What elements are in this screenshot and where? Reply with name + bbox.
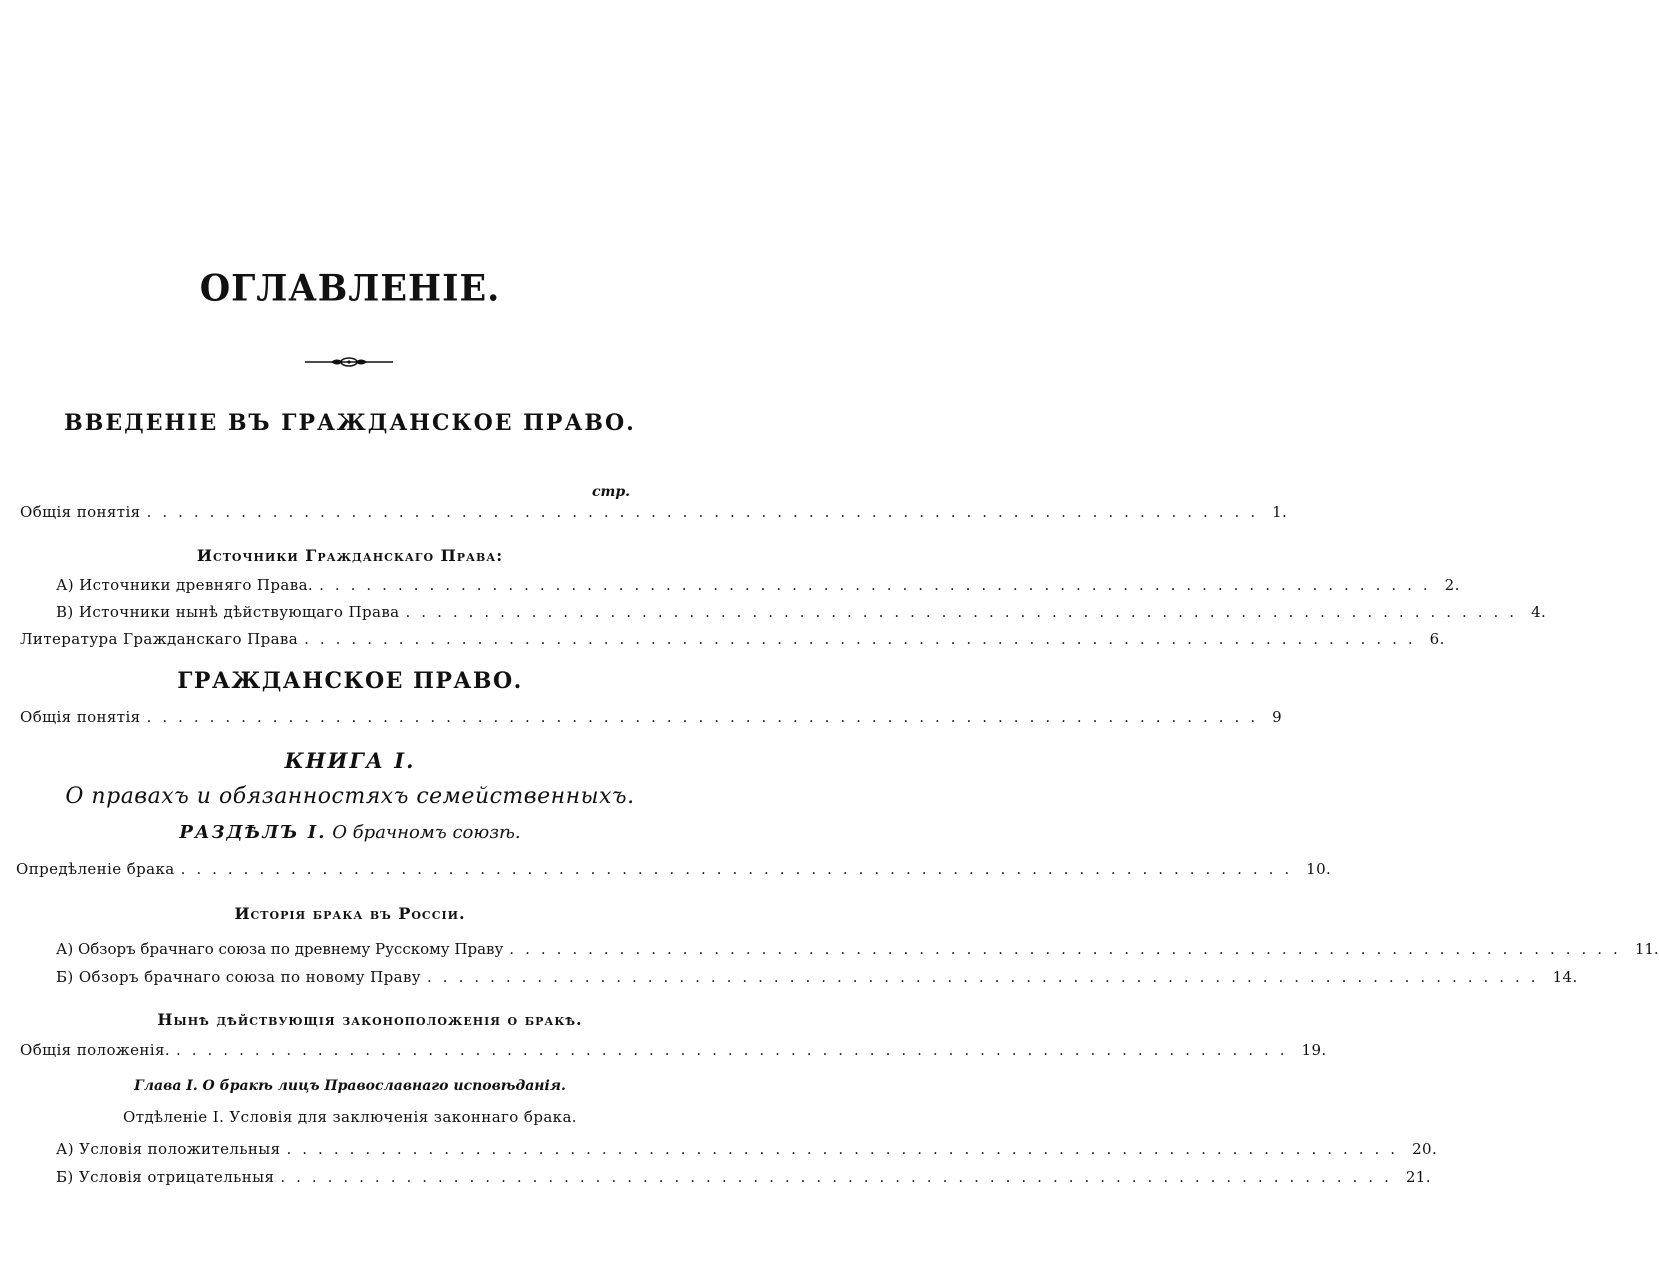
toc-entry[interactable] <box>20 630 1445 652</box>
toc-entry-title: В) Источники нынѣ дѣйствующаго Права <box>56 603 400 621</box>
toc-entry-page: 14. <box>1552 968 1578 986</box>
section-heading <box>0 822 700 843</box>
leader-dots: ....................................................................... <box>180 860 1301 878</box>
toc-entry-title: Б) Обзоръ брачнаго союза по новому Праву <box>56 968 422 986</box>
toc-entry-title: Общія понятія <box>20 503 141 521</box>
leader-dots: ....................................................................... <box>509 940 1629 958</box>
page-column-label: стр. <box>591 484 630 500</box>
toc-entry-title: А) Обзоръ брачнаго союза по древнему Русскому Праву <box>56 940 504 958</box>
toc-entry[interactable] <box>56 1140 1438 1162</box>
history-heading: Исторія брака въ Россіи. <box>234 904 466 923</box>
toc-entry[interactable] <box>56 1168 1431 1190</box>
toc-entry-title: Общія понятія <box>20 708 141 726</box>
toc-entry-page: 21. <box>1405 1168 1431 1186</box>
chapter-heading: Глава I. О бракѣ лицъ Православнаго исповѣданія. <box>134 1078 566 1094</box>
sources-heading: Источники Гражданскаго Права: <box>196 546 504 565</box>
leader-dots: ....................................................................... <box>427 968 1547 986</box>
toc-entry[interactable] <box>56 940 1659 962</box>
ornament-divider-icon <box>303 356 395 368</box>
toc-entry-page: 9 <box>1272 708 1283 726</box>
toc-entry-page: 2. <box>1444 576 1460 594</box>
leader-dots: ....................................................................... <box>319 576 1439 594</box>
toc-entry[interactable] <box>20 708 1283 730</box>
leader-dots: ....................................................................... <box>146 503 1267 521</box>
toc-entry[interactable] <box>56 576 1460 598</box>
toc-entry-page: 11. <box>1634 940 1659 958</box>
toc-entry-page: 1. <box>1272 503 1288 521</box>
toc-entry[interactable] <box>20 503 1288 525</box>
toc-entry-title: Опредѣленіе брака <box>16 860 175 878</box>
toc-entry-page: 10. <box>1306 860 1332 878</box>
civil-law-heading: ГРАЖДАНСКОЕ ПРАВО. <box>177 668 523 694</box>
book-title: КНИГА I. <box>284 748 416 773</box>
toc-entry-title: Литература Гражданскаго Права <box>20 630 299 648</box>
toc-entry-page: 4. <box>1531 603 1547 621</box>
toc-entry-title: Б) Условія отрицательныя <box>56 1168 275 1186</box>
leader-dots: ....................................................................... <box>280 1168 1400 1186</box>
toc-entry-title: А) Источники древняго Права. <box>56 576 314 594</box>
leader-dots: ....................................................................... <box>146 708 1267 726</box>
toc-entry-page: 20. <box>1412 1140 1438 1158</box>
toc-entry[interactable] <box>56 603 1547 625</box>
section-label: РАЗДѢЛЪ I. <box>179 822 327 843</box>
toc-entry[interactable] <box>16 860 1332 882</box>
current-law-heading: Нынѣ дѣйствующія законоположенія о бракѣ. <box>157 1010 583 1029</box>
toc-entry-page: 6. <box>1429 630 1445 648</box>
intro-heading: ВВЕДЕНІЕ ВЪ ГРАЖДАНСКОЕ ПРАВО. <box>64 410 636 436</box>
section-title: О брачномъ союзѣ. <box>332 822 521 843</box>
toc-entry[interactable] <box>20 1041 1327 1063</box>
toc-entry-title: А) Условія положительныя <box>56 1140 281 1158</box>
leader-dots: ....................................................................... <box>286 1140 1407 1158</box>
toc-entry[interactable] <box>56 968 1578 990</box>
book-subtitle: О правахъ и обязанностяхъ семейственныхъ. <box>65 784 635 809</box>
toc-entry-title: Общія положенія. <box>20 1041 170 1059</box>
toc-entry-page: 19. <box>1301 1041 1327 1059</box>
leader-dots: ....................................................................... <box>405 603 1526 621</box>
page-title: ОГЛАВЛЕНІЕ. <box>199 266 501 311</box>
department-heading: Отдѣленіе I. Условія для заключенія законнаго брака. <box>123 1108 577 1126</box>
leader-dots: ....................................................................... <box>304 630 1424 648</box>
leader-dots: ....................................................................... <box>176 1041 1296 1059</box>
